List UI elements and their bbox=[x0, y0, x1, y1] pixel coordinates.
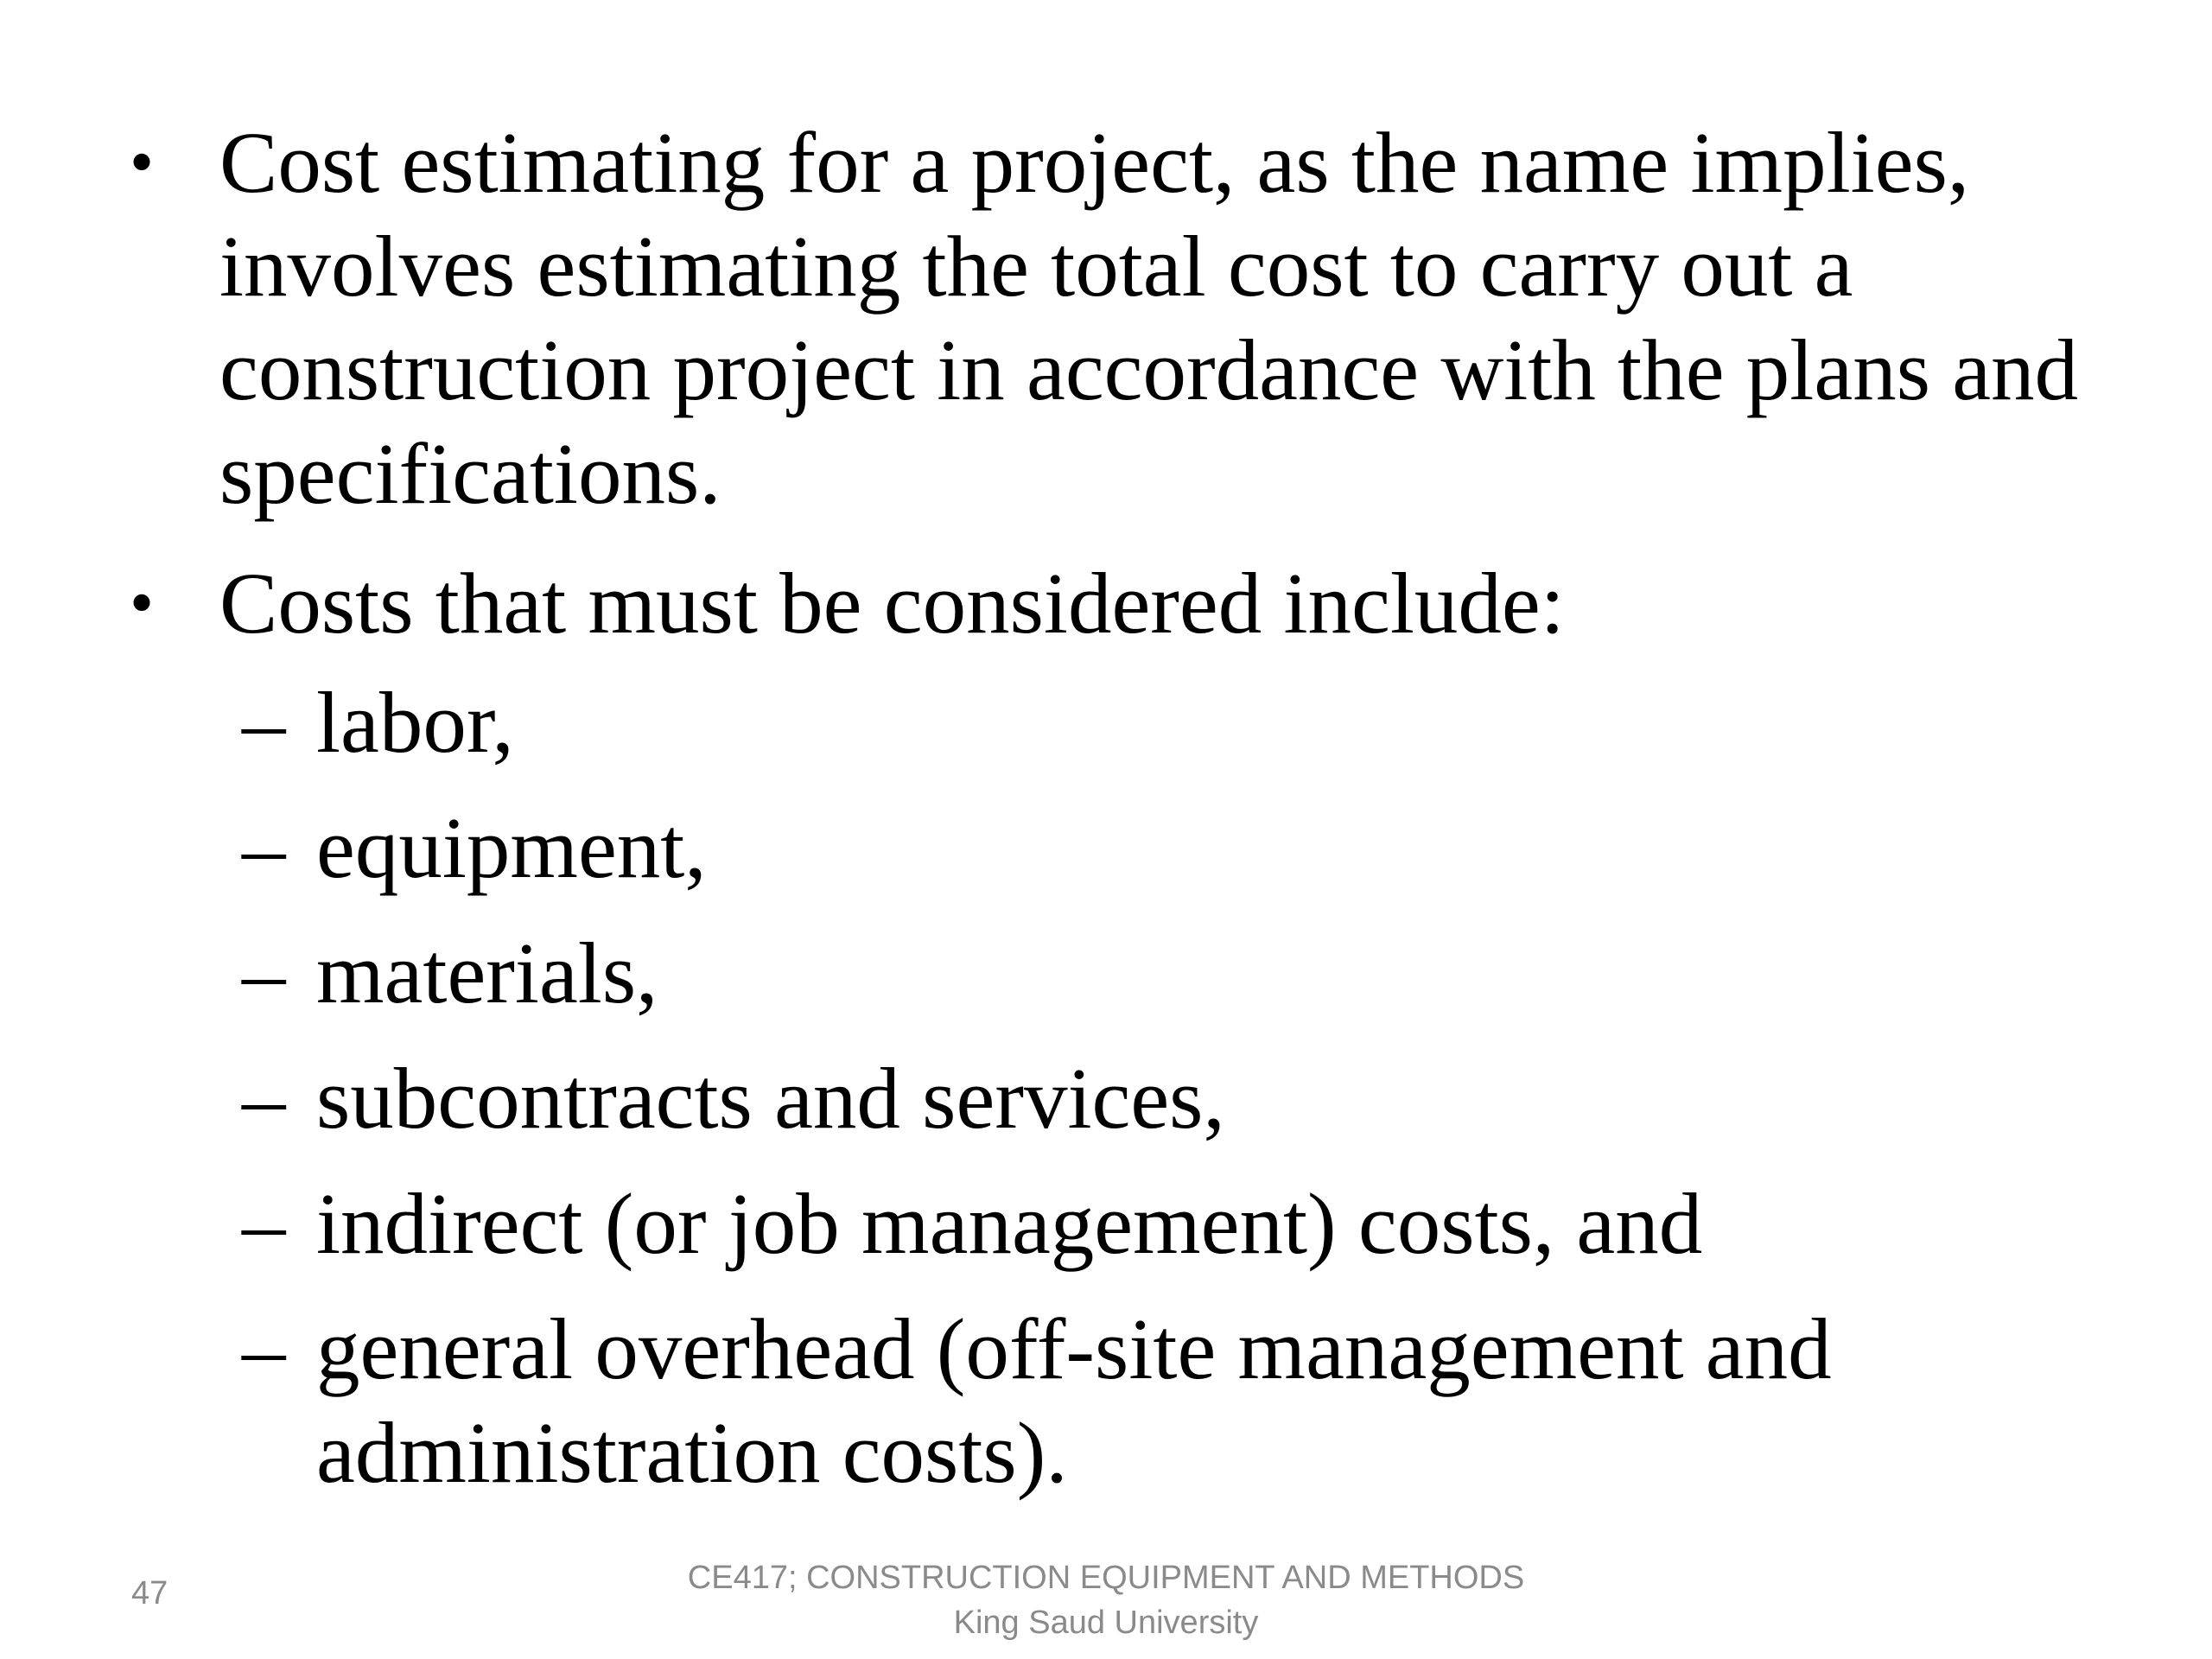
dash-marker: – bbox=[242, 1175, 286, 1272]
dash-marker: – bbox=[242, 925, 286, 1021]
list-item-general-overhead bbox=[130, 1297, 2100, 1504]
list-item-subcontracts bbox=[130, 1046, 2100, 1150]
list-item-text: indirect (or job management) costs, and bbox=[316, 1175, 1703, 1272]
bullet-item-costs-considered bbox=[130, 551, 2100, 655]
cost-types-list bbox=[130, 671, 2100, 1504]
list-item-text: labor, bbox=[316, 674, 514, 771]
bullet-marker: • bbox=[130, 565, 155, 641]
dash-marker: – bbox=[242, 1300, 286, 1397]
list-item-text: subcontracts and services, bbox=[316, 1050, 1225, 1147]
slide-body bbox=[130, 111, 2100, 1504]
dash-marker: – bbox=[242, 799, 286, 896]
list-item-text: equipment, bbox=[316, 799, 707, 896]
list-item-materials bbox=[130, 921, 2100, 1025]
list-item-indirect-costs bbox=[130, 1172, 2100, 1275]
slide-number: 47 bbox=[131, 1575, 168, 1611]
dash-marker: – bbox=[242, 1050, 286, 1147]
slide-footer bbox=[674, 1555, 1538, 1645]
list-item-labor bbox=[130, 671, 2100, 774]
dash-marker: – bbox=[242, 674, 286, 771]
bullet-item-cost-estimating bbox=[130, 111, 2100, 525]
list-item-equipment bbox=[130, 796, 2100, 899]
bullet-text: Costs that must be considered include: bbox=[219, 555, 1565, 652]
footer-course-title: CE417; CONSTRUCTION EQUIPMENT AND METHODS bbox=[687, 1560, 1525, 1596]
footer-institution: King Saud University bbox=[953, 1605, 1259, 1641]
bullet-text: Cost estimating for a project, as the name implies, involves estimating the total cost to carry out a construction project in accordance with the plans and specifications. bbox=[219, 114, 2079, 522]
list-item-text: materials, bbox=[316, 925, 658, 1021]
bullet-marker: • bbox=[130, 124, 155, 200]
list-item-text: general overhead (off-site management and administration costs). bbox=[316, 1300, 1832, 1501]
